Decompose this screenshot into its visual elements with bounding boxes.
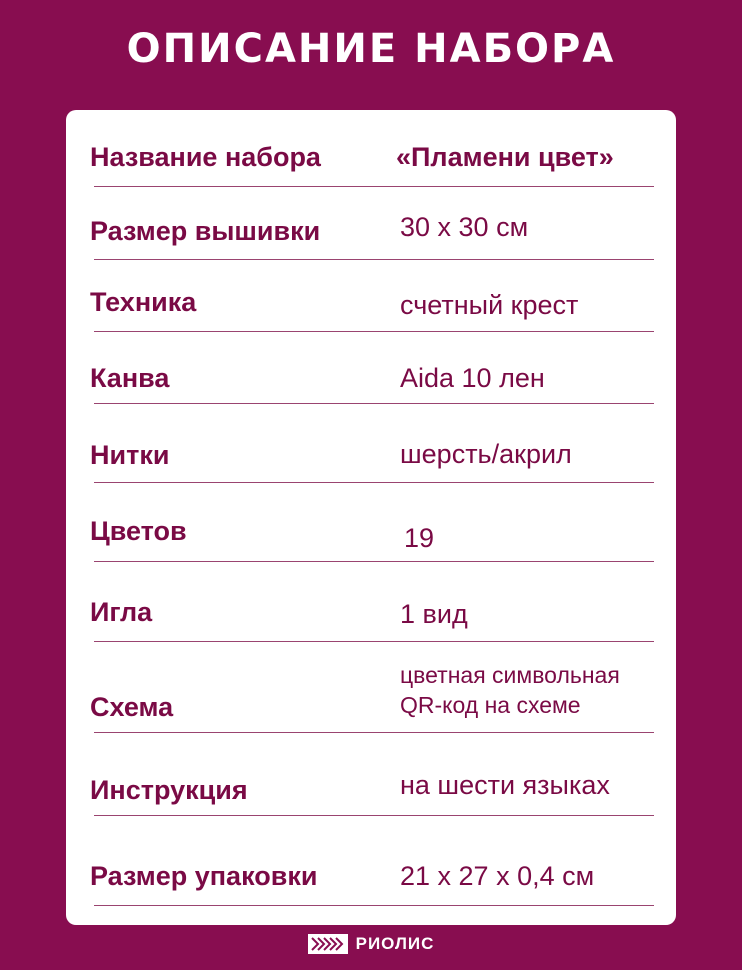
divider <box>94 561 654 562</box>
row-value: счетный крест <box>400 290 579 320</box>
row-value: «Пламени цвет» <box>396 142 614 172</box>
row-label: Инструкция <box>90 775 248 805</box>
divider <box>94 641 654 642</box>
row-value: на шести языках <box>400 770 610 800</box>
row-label: Цветов <box>90 516 187 546</box>
row-value: 1 вид <box>400 599 468 629</box>
divider <box>94 259 654 260</box>
row-label: Игла <box>90 597 153 627</box>
row-value: 19 <box>404 523 435 553</box>
brand-name: РИОЛИС <box>355 934 435 953</box>
row-label: Размер упаковки <box>90 861 318 891</box>
row-label: Название набора <box>90 142 321 172</box>
row-label: Схема <box>90 692 174 722</box>
row-value-line1: цветная символьная <box>400 662 620 688</box>
divider <box>94 482 654 483</box>
page-title: ОПИСАНИЕ НАБОРА <box>126 26 616 72</box>
row-label: Нитки <box>90 440 170 470</box>
row-label: Канва <box>90 363 170 393</box>
row-label: Размер вышивки <box>90 216 321 246</box>
brand-logo <box>0 934 742 954</box>
riolis-logo-icon <box>308 934 348 954</box>
divider <box>94 815 654 816</box>
row-value: 30 x 30 см <box>400 212 529 242</box>
row-value: 21 x 27 x 0,4 см <box>400 861 595 891</box>
row-value: Aida 10 лен <box>400 363 545 393</box>
row-value-line2: QR-код на схеме <box>400 692 581 718</box>
divider <box>94 331 654 332</box>
description-card <box>66 110 676 925</box>
divider <box>94 186 654 187</box>
row-value: шерсть/акрил <box>400 439 572 469</box>
row-label: Техника <box>90 287 197 317</box>
divider <box>94 905 654 906</box>
divider <box>94 732 654 733</box>
divider <box>94 403 654 404</box>
